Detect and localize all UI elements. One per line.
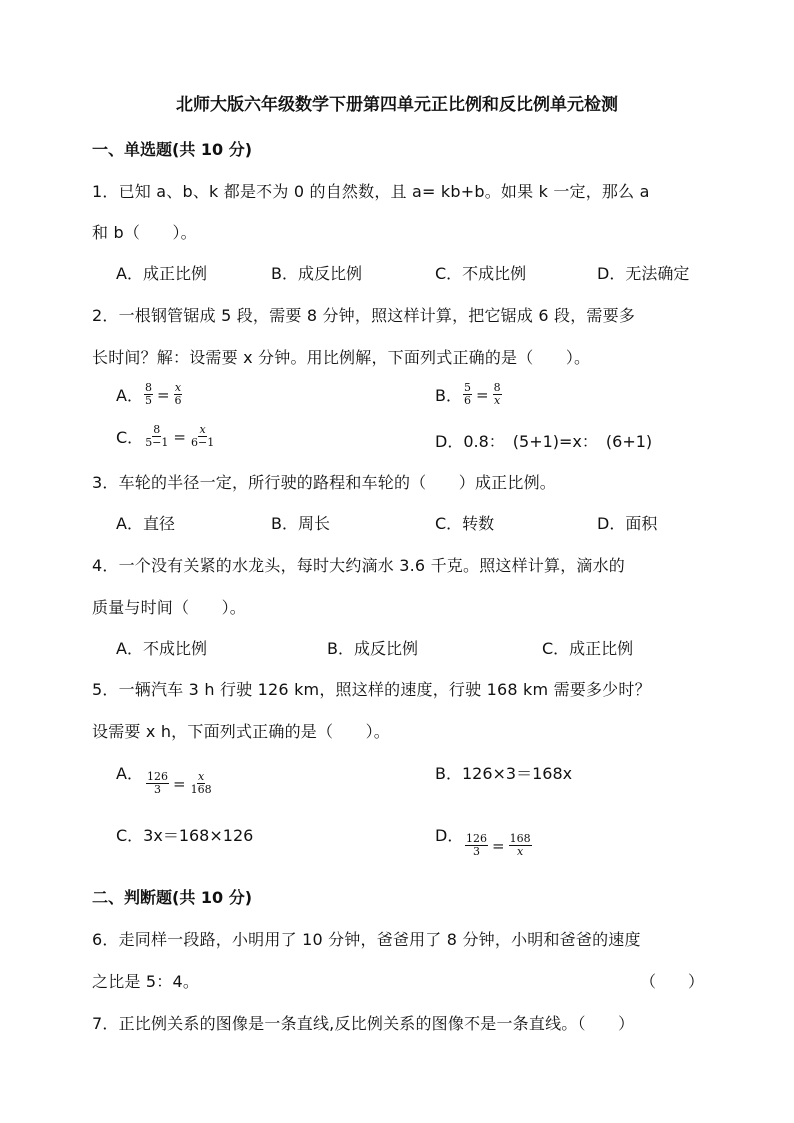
section-heading-single-choice: 一、单选题(共 10 分)	[92, 140, 253, 159]
q2-option-d[interactable]: D．0.8： (5+1)=x： (6+1)	[435, 432, 653, 451]
q5-option-d[interactable]	[464, 833, 533, 858]
question-4-text-cont: 质量与时间（ ）。	[92, 598, 247, 617]
fraction: $\frac{x}{168}$	[190, 770, 212, 796]
q5-option-d-label[interactable]: D．	[435, 826, 464, 845]
q2-option-c[interactable]	[116, 424, 216, 449]
question-5-text: 5．一辆汽车 3 h 行驶 126 km，照这样的速度，行驶 168 km 需要多少时？	[92, 680, 651, 699]
question-6-text-cont: 之比是 5：4。	[92, 972, 200, 991]
q1-option-c[interactable]: C．不成比例	[435, 264, 527, 283]
equals-sign: =	[475, 385, 489, 404]
q1-option-b[interactable]: B．成反比例	[271, 264, 362, 283]
q4-option-c[interactable]: C．成正比例	[542, 639, 634, 658]
q1-option-a[interactable]: A．成正比例	[116, 264, 207, 283]
fraction: $\frac{5}{6}$	[463, 381, 471, 407]
question-1-text-cont: 和 b（ ）。	[92, 223, 197, 242]
option-label: C．	[116, 428, 144, 447]
equals-sign: =	[173, 774, 186, 793]
fraction: $\frac{8}{5-1}$	[145, 423, 169, 449]
q3-option-c[interactable]: C．转数	[435, 514, 495, 533]
q6-answer-blank[interactable]: （ ）	[640, 972, 705, 991]
section-heading-true-false: 二、判断题(共 10 分)	[92, 888, 253, 907]
question-2-text: 2．一根钢管锯成 5 段，需要 8 分钟，照这样计算，把它锯成 6 段，需要多	[92, 306, 636, 325]
fraction: $\frac{x}{6-1}$	[190, 423, 215, 449]
fraction: $\frac{126}{3}$	[147, 770, 168, 796]
q2-option-a[interactable]	[116, 382, 184, 407]
q2-option-b[interactable]	[435, 382, 503, 407]
question-2-text-cont: 长时间？解：设需要 x 分钟。用比例解，下面列式正确的是（ ）。	[92, 348, 591, 367]
question-3-text: 3．车轮的半径一定，所行驶的路程和车轮的（ ）成正比例。	[92, 473, 556, 492]
page-title: 北师大版六年级数学下册第四单元正比例和反比例单元检测	[176, 95, 618, 115]
fraction: $\frac{168}{x}$	[509, 832, 531, 858]
q3-option-a[interactable]: A．直径	[116, 514, 175, 533]
fraction: $\frac{126}{3}$	[466, 832, 487, 858]
q1-option-d[interactable]: D．无法确定	[597, 264, 690, 283]
q5-option-c[interactable]: C．3x＝168×126	[116, 826, 254, 845]
fraction: $\frac{8}{5}$	[144, 381, 152, 407]
equals-sign: =	[156, 385, 170, 404]
question-1-text: 1．已知 a、b、k 都是不为 0 的自然数，且 a= kb+b。如果 k 一定，那么 a	[92, 182, 650, 201]
q3-option-b[interactable]: B．周长	[271, 514, 330, 533]
fraction: $\frac{x}{6}$	[174, 381, 182, 407]
q5-option-a-label[interactable]: A．	[116, 764, 143, 783]
equals-sign: =	[173, 427, 186, 446]
question-5-text-cont: 设需要 x h，下面列式正确的是（ ）。	[92, 722, 390, 741]
equals-sign: =	[492, 836, 505, 855]
fraction: $\frac{8}{x}$	[493, 381, 501, 407]
q4-option-a[interactable]: A．不成比例	[116, 639, 207, 658]
q5-option-b[interactable]: B．126×3＝168x	[435, 764, 573, 783]
question-4-text: 4．一个没有关紧的水龙头，每时大约滴水 3.6 千克。照这样计算，滴水的	[92, 556, 625, 575]
q3-option-d[interactable]: D．面积	[597, 514, 658, 533]
option-label: A．	[116, 386, 143, 405]
question-7-text: 7．正比例关系的图像是一条直线,反比例关系的图像不是一条直线。（ ）	[92, 1014, 635, 1033]
q4-option-b[interactable]: B．成反比例	[327, 639, 418, 658]
q5-option-a[interactable]	[145, 771, 214, 796]
question-6-text: 6．走同样一段路，小明用了 10 分钟，爸爸用了 8 分钟，小明和爸爸的速度	[92, 930, 641, 949]
option-label: B．	[435, 386, 462, 405]
